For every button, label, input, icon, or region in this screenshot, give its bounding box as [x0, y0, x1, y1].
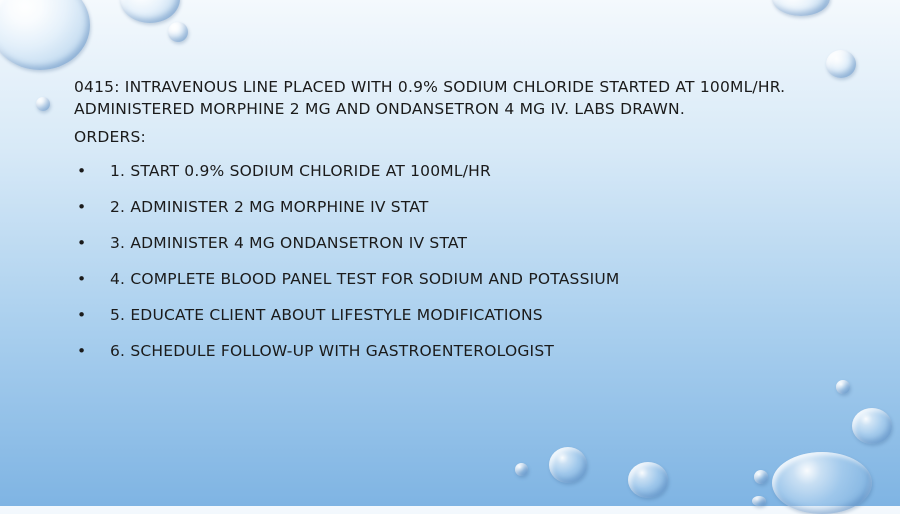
droplet-decoration: [826, 50, 856, 78]
droplet-decoration: [0, 0, 90, 70]
order-item: [74, 268, 874, 304]
droplet-decoration: [754, 470, 768, 484]
bullet: •: [77, 306, 87, 324]
bullet: •: [77, 270, 87, 288]
slide-content: [74, 76, 874, 376]
order-item: [74, 340, 874, 376]
order-text: 6. SCHEDULE FOLLOW-UP WITH GASTROENTEROLOGIST: [110, 342, 555, 360]
order-text: 5. EDUCATE CLIENT ABOUT LIFESTYLE MODIFICATIONS: [110, 306, 543, 324]
droplet-decoration: [515, 463, 528, 476]
order-item: [74, 232, 874, 268]
droplet-decoration: [836, 380, 850, 394]
bullet: •: [77, 162, 87, 180]
bullet: •: [77, 198, 87, 216]
droplet-decoration: [752, 496, 766, 506]
droplet-decoration: [36, 97, 50, 111]
droplet-decoration: [628, 462, 668, 498]
order-item: [74, 160, 874, 196]
order-item: [74, 196, 874, 232]
droplet-decoration: [852, 408, 892, 444]
event-note: 0415: INTRAVENOUS LINE PLACED WITH 0.9% SODIUM CHLORIDE STARTED AT 100ML/HR. ADMINISTERED MORPHINE 2 MG AND ONDANSETRON 4 MG IV. LABS DRAWN.: [74, 78, 786, 118]
order-item: [74, 304, 874, 340]
order-text: 2. ADMINISTER 2 MG MORPHINE IV STAT: [110, 198, 429, 216]
droplet-decoration: [772, 0, 830, 16]
droplet-decoration: [120, 0, 180, 23]
orders-heading: ORDERS:: [74, 128, 146, 146]
order-text: 4. COMPLETE BLOOD PANEL TEST FOR SODIUM AND POTASSIUM: [110, 270, 620, 288]
droplet-decoration: [168, 22, 188, 42]
bullet: •: [77, 234, 87, 252]
orders-list: [74, 160, 874, 376]
order-text: 3. ADMINISTER 4 MG ONDANSETRON IV STAT: [110, 234, 468, 252]
droplet-decoration: [772, 452, 872, 514]
order-text: 1. START 0.9% SODIUM CHLORIDE AT 100ML/HR: [110, 162, 491, 180]
droplet-decoration: [549, 447, 587, 483]
bullet: •: [77, 342, 87, 360]
